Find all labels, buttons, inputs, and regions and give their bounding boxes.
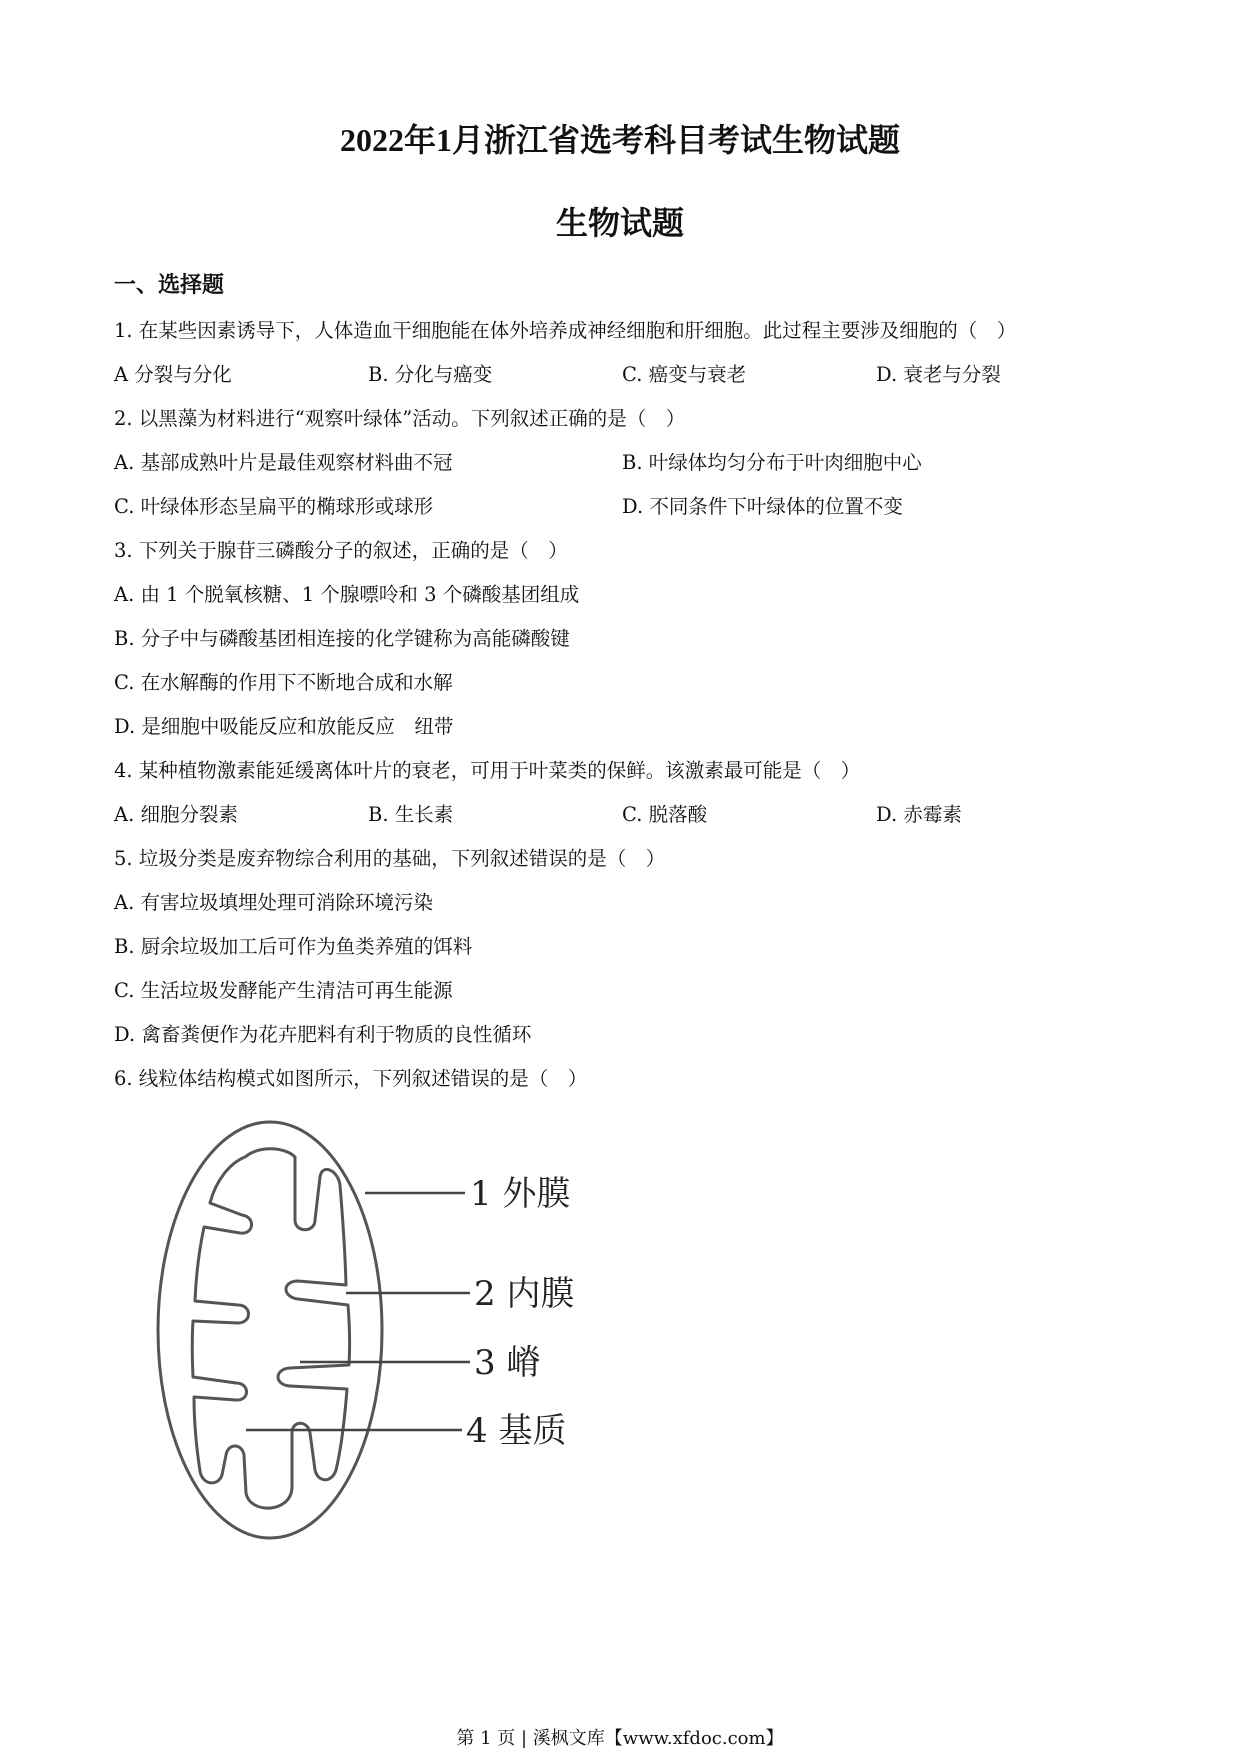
question-4-stem: 4. 某种植物激素能延缓离体叶片的衰老，可用于叶菜类的保鲜。该激素最可能是（ ）	[114, 759, 861, 782]
page-footer: 第 1 页 | 溪枫文库【www.xfdoc.com】	[456, 1728, 784, 1749]
question-2-option-b: B. 叶绿体均匀分布于叶肉细胞中心	[622, 451, 922, 474]
inner-membrane	[192, 1149, 349, 1508]
question-1-stem: 1. 在某些因素诱导下，人体造血干细胞能在体外培养成神经细胞和肝细胞。此过程主要涉及细胞的（ ）	[114, 319, 1017, 342]
question-4-option-b: B. 生长素	[368, 803, 454, 826]
question-2-option-d: D. 不同条件下叶绿体的位置不变	[622, 495, 903, 518]
question-3-option-b: B. 分子中与磷酸基团相连接的化学键称为高能磷酸键	[114, 627, 570, 650]
question-5-option-a: A. 有害垃圾填埋处理可消除环境污染	[114, 891, 433, 914]
document-title: 2022年1月浙江省选考科目考试生物试题	[339, 122, 900, 158]
question-5-option-c: C. 生活垃圾发酵能产生清洁可再生能源	[114, 979, 453, 1002]
question-5-option-d: D. 禽畜粪便作为花卉肥料有利于物质的良性循环	[114, 1023, 532, 1046]
question-2-stem: 2. 以黑藻为材料进行“观察叶绿体”活动。下列叙述正确的是（ ）	[114, 407, 686, 430]
question-3-option-d: D. 是细胞中吸能反应和放能反应 纽带	[114, 715, 454, 738]
document-subtitle: 生物试题	[555, 205, 684, 241]
label-inner-membrane: 2 内膜	[474, 1274, 575, 1314]
question-2-option-a: A. 基部成熟叶片是最佳观察材料曲不冠	[114, 451, 453, 474]
section-heading: 一、选择题	[114, 273, 225, 298]
question-1-option-c: C. 癌变与衰老	[622, 363, 747, 386]
question-4-option-a: A. 细胞分裂素	[114, 803, 238, 826]
label-cristae: 3 嵴	[474, 1343, 541, 1383]
question-5-option-b: B. 厨余垃圾加工后可作为鱼类养殖的饵料	[114, 935, 473, 958]
question-1-option-a: A 分裂与分化	[114, 363, 232, 386]
question-6-stem: 6. 线粒体结构模式如图所示，下列叙述错误的是（ ）	[114, 1067, 588, 1090]
label-matrix: 4 基质	[466, 1411, 567, 1451]
mitochondrion-diagram	[150, 1115, 590, 1545]
question-1-option-d: D. 衰老与分裂	[876, 363, 1001, 386]
question-4-option-d: D. 赤霉素	[876, 803, 962, 826]
question-3-stem: 3. 下列关于腺苷三磷酸分子的叙述，正确的是（ ）	[114, 539, 568, 562]
question-2-option-c: C. 叶绿体形态呈扁平的椭球形或球形	[114, 495, 434, 518]
question-5-stem: 5. 垃圾分类是废弃物综合利用的基础，下列叙述错误的是（ ）	[114, 847, 666, 870]
question-4-option-c: C. 脱落酸	[622, 803, 708, 826]
question-3-option-a: A. 由 1 个脱氧核糖、1 个腺嘌呤和 3 个磷酸基团组成	[114, 583, 580, 606]
label-outer-membrane: 1 外膜	[470, 1174, 571, 1214]
question-3-option-c: C. 在水解酶的作用下不断地合成和水解	[114, 671, 453, 694]
question-1-option-b: B. 分化与癌变	[368, 363, 493, 386]
